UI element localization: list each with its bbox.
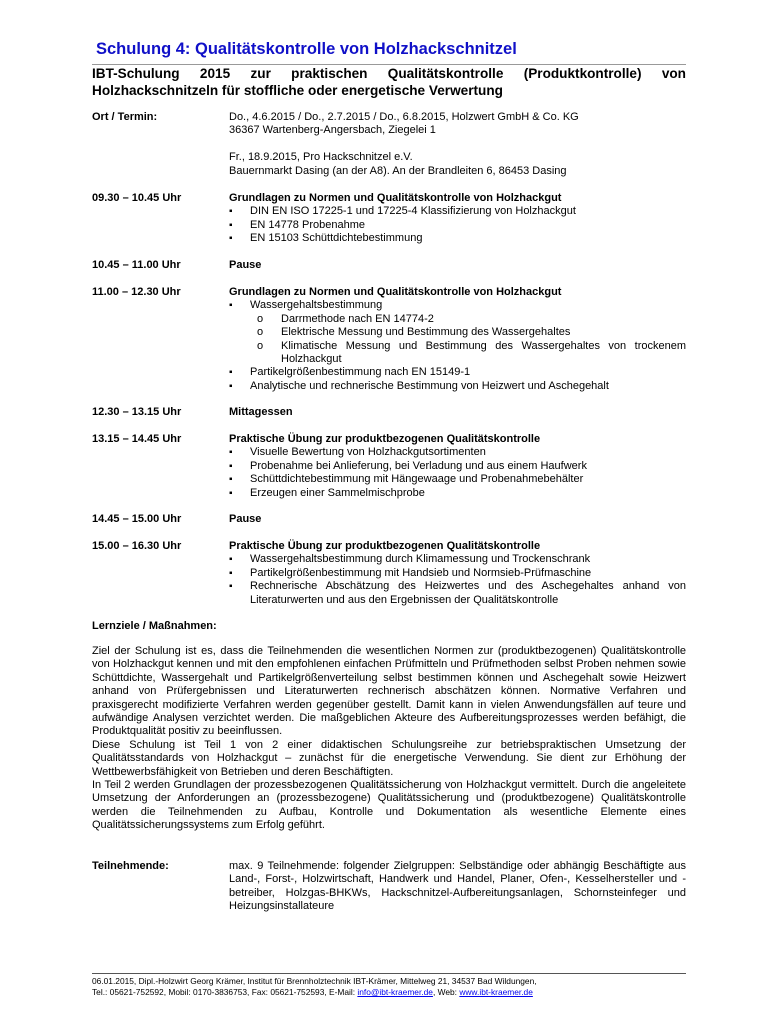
bullet-item: ▪ Erzeugen einer Sammelmischprobe	[229, 487, 686, 500]
schedule-block	[92, 406, 686, 419]
schedule-time: 13.15 – 14.45 Uhr	[92, 433, 182, 445]
schedule-content	[229, 286, 686, 393]
schedule-heading: Pause	[229, 513, 262, 525]
ort-termin-row	[92, 111, 686, 178]
ort-line: Bauernmarkt Dasing (an der A8). An der Brandleiten 6, 86453 Dasing	[229, 164, 567, 177]
bullet-item: ▪ Probenahme bei Anlieferung, bei Verladung und aus einem Haufwerk	[229, 460, 686, 473]
bullet-item: ▪ EN 15103 Schüttdichtebestimmung	[229, 232, 686, 245]
bullet-item: ▪ Partikelgrößenbestimmung mit Handsieb und Normsieb-Prüfmaschine	[229, 567, 686, 580]
footer-web-label: , Web:	[432, 987, 460, 997]
bullet-list	[229, 446, 686, 500]
bullet-list	[229, 553, 686, 607]
schedule-heading: Mittagessen	[229, 406, 293, 418]
bullet-list	[229, 299, 686, 393]
sub-item: o Darrmethode nach EN 14774-2	[250, 313, 686, 326]
ort-line: Fr., 18.9.2015, Pro Hackschnitzel e.V.	[229, 151, 413, 164]
schedule-heading: Grundlagen zu Normen und Qualitätskontrolle von Holzhackgut	[229, 286, 562, 298]
ort-line: Do., 4.6.2015 / Do., 2.7.2015 / Do., 6.8.2015, Holzwert GmbH & Co. KG	[229, 111, 579, 123]
schedule-time: 12.30 – 13.15 Uhr	[92, 406, 182, 418]
ort-line: 36367 Wartenberg-Angersbach, Ziegelei 1	[229, 124, 436, 137]
footer-contact: Tel.: 05621-752592, Mobil: 0170-3836753, Fax: 05621-752593, E-Mail:	[92, 987, 358, 997]
schedule-time: 11.00 – 12.30 Uhr	[92, 286, 181, 298]
schedule-block	[92, 192, 686, 246]
schedule-block	[92, 540, 686, 607]
schedule-time: 14.45 – 15.00 Uhr	[92, 513, 182, 525]
bullet-item-text: Wassergehaltsbestimmung	[250, 299, 383, 312]
lernziele-paragraph: Diese Schulung ist Teil 1 von 2 einer didaktischen Schulungsreihe zur betriebspraktischen Umsetzung der Qualitätsstandards von Holzhackgut – zunächst für die energetische Verwendung. Sie dient zur Erhöhung der Wettbewerbsfähigkeit von Betrieben und deren Beschäftigten.	[92, 738, 686, 778]
schedule-content	[229, 192, 686, 246]
schedule-time: 10.45 – 11.00 Uhr	[92, 259, 181, 271]
page-title: Schulung 4: Qualitätskontrolle von Holzhackschnitzel	[96, 40, 517, 58]
ort-termin-label: Ort / Termin:	[92, 111, 158, 123]
teilnehmende-label: Teilnehmende:	[92, 860, 169, 872]
footer-line: 06.01.2015, Dipl.-Holzwirt Georg Krämer, Institut für Brennholztechnik IBT-Krämer, Mittelweg 21, 34537 Bad Wildungen,	[92, 976, 537, 986]
ort-termin-content	[229, 111, 686, 178]
schedule-block	[92, 286, 686, 393]
website-link[interactable]: www.ibt-kraemer.de	[459, 987, 533, 997]
document-subtitle: IBT-Schulung 2015 zur praktischen Qualitätskontrolle (Produktkontrolle) von Holzhackschnitzeln für stoffliche oder energetische Verwertung	[92, 66, 686, 98]
bullet-item: ▪ Wassergehaltsbestimmung durch Klimamessung und Trockenschrank	[229, 553, 686, 566]
bullet-item: ▪ Analytische und rechnerische Bestimmung von Heizwert und Aschegehalt	[229, 380, 686, 393]
schedule-heading: Grundlagen zu Normen und Qualitätskontrolle von Holzhackgut	[229, 192, 562, 204]
bullet-item	[229, 299, 686, 366]
bullet-item: ▪ DIN EN ISO 17225-1 und 17225-4 Klassifizierung von Holzhackgut	[229, 205, 686, 218]
footer-line	[92, 987, 692, 998]
schedule-block	[92, 259, 686, 272]
footer	[92, 976, 692, 998]
schedule-heading: Praktische Übung zur produktbezogenen Qualitätskontrolle	[229, 433, 541, 445]
bullet-item: ▪ EN 14778 Probenahme	[229, 219, 686, 232]
sub-item: o Elektrische Messung und Bestimmung des Wassergehaltes	[250, 326, 686, 339]
bullet-item: ▪ Partikelgrößenbestimmung nach EN 15149-1	[229, 366, 686, 379]
lernziele-paragraph: Ziel der Schulung ist es, dass die Teilnehmenden die wesentlichen Normen zur (produktbezogenen) Qualitätskontrolle von Holzhackgut kennen und mit den empfohlenen einfachen Prüfmitteln und Prüfmethoden selbst Proben nehmen sowie Schüttdichte, Wassergehalt und Partikelgrößenverteilung selbst bestimmen können und Aschegehalt sowie Heizwert anhand von Prüfergebnissen und Literaturwerten rechnerisch abschätzen können. Normative Verfahren und praxisgerecht modifizierte Verfahren werden gegenüber gestellt. Damit kann in vielen Anwendungsfällen auf teure und aufwändige Analysen verzichtet werden. Die maßgeblichen Akteure des Aufbereitungsprozesses werden befähigt, die Produktqualität positiv zu beeinflussen.	[92, 645, 686, 738]
bullet-item: ▪ Schüttdichtebestimmung mit Hängewaage und Probenahmebehälter	[229, 473, 686, 486]
sub-list	[250, 313, 686, 367]
schedule-heading: Pause	[229, 259, 262, 271]
lernziele-text	[92, 645, 686, 833]
bullet-list	[229, 205, 686, 245]
schedule-content	[229, 433, 686, 500]
schedule-content	[229, 540, 686, 607]
schedule-heading: Praktische Übung zur produktbezogenen Qualitätskontrolle	[229, 540, 541, 552]
bullet-item: ▪ Visuelle Bewertung von Holzhackgutsortimenten	[229, 446, 686, 459]
sub-item: o Klimatische Messung und Bestimmung des Wassergehaltes von trockenem Holzhackgut	[250, 340, 686, 367]
teilnehmende-text: max. 9 Teilnehmende: folgender Zielgruppen: Selbständige oder abhängig Beschäftigte aus Land-, Forst-, Holzwirtschaft, Handwerk und Handel, Planer, Ofen-, Kesselhersteller und -betreiber, Holzgas-BHKWs, Hackschnitzel-Aufbereitungsanlagen, Schornsteinfeger und Heizungsinstallateure	[229, 860, 686, 913]
footer-divider	[92, 973, 686, 974]
email-link[interactable]: info@ibt-kraemer.de	[357, 987, 433, 997]
schedule-time: 15.00 – 16.30 Uhr	[92, 540, 182, 552]
bullet-item: ▪ Rechnerische Abschätzung des Heizwertes und des Aschegehaltes anhand von Literaturwerten und aus den Ergebnissen der Qualitätskontrolle	[229, 580, 686, 607]
lernziele-label: Lernziele / Maßnahmen:	[92, 620, 217, 632]
schedule-time: 09.30 – 10.45 Uhr	[92, 192, 182, 204]
lernziele-paragraph: In Teil 2 werden Grundlagen der prozessbezogenen Qualitätssicherung von Holzhackgut vermittelt. Durch die angeleitete Umsetzung der Anforderungen an (prozessbezogene) Qualitätssicherung und (produktbezogene) Qualitätskontrolle werden die Teilnehmenden zu Aufbau, Kontrolle und Dokumentation als wesentliche Elemente eines Qualitätssicherungssystems zum Erfolg geführt.	[92, 779, 686, 832]
schedule-block	[92, 433, 686, 500]
schedule-block	[92, 513, 686, 526]
